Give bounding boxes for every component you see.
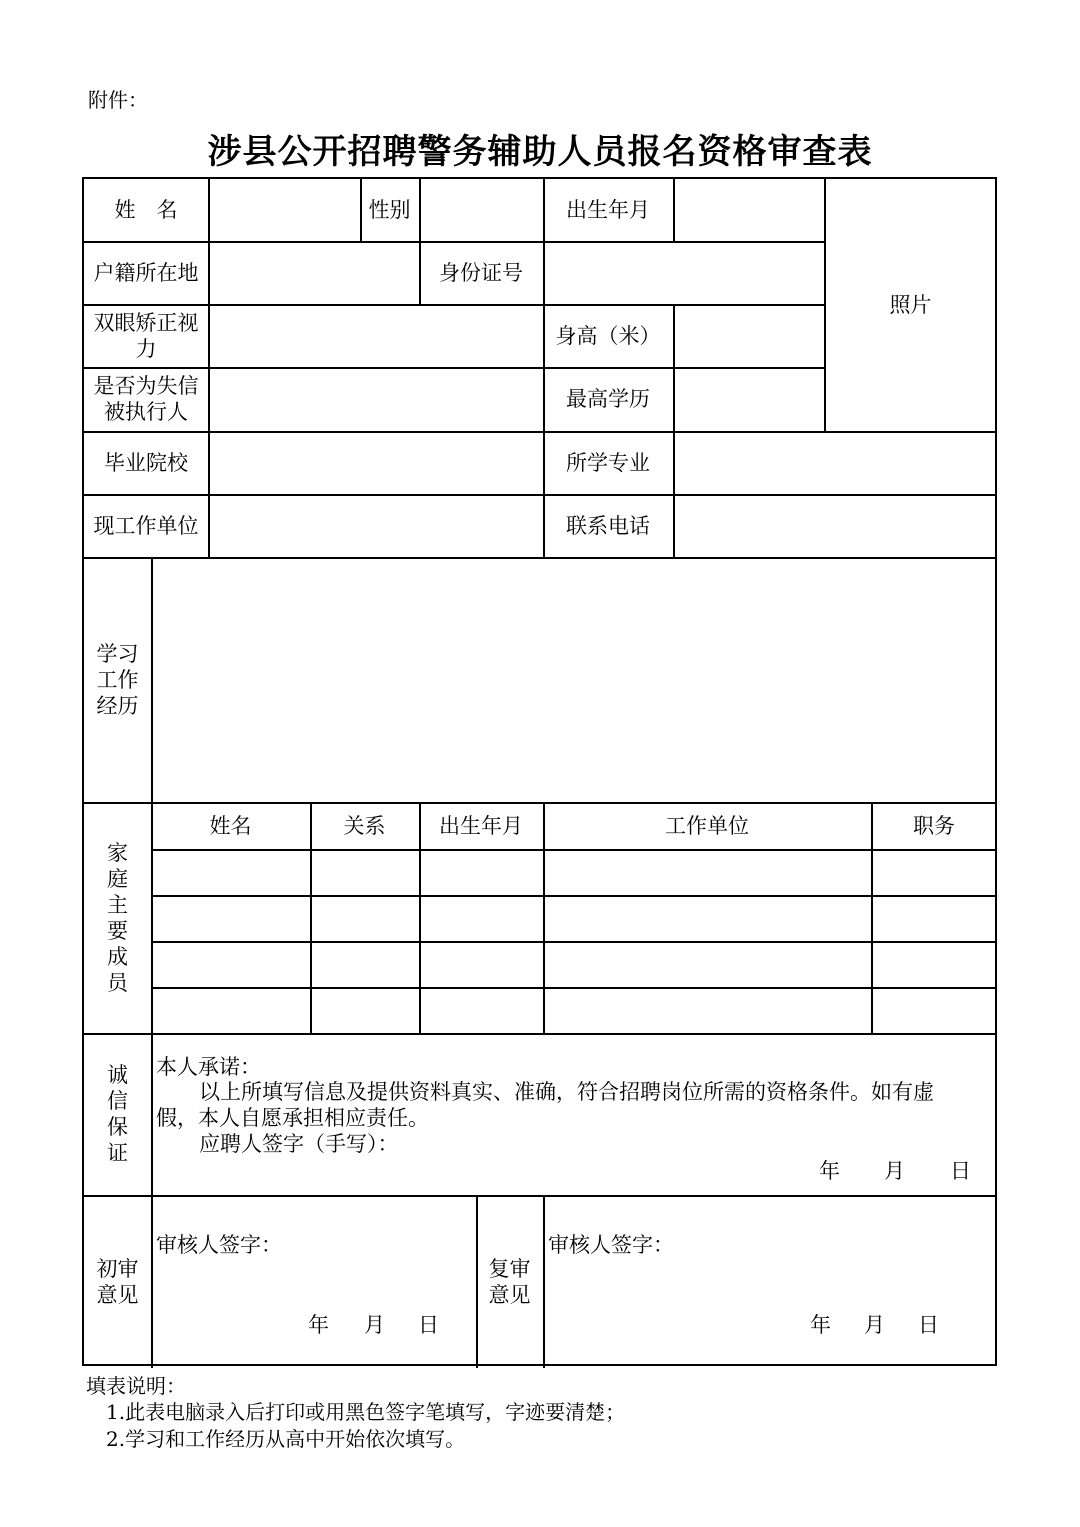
family-header-name: 姓名 [209,813,252,838]
family-row[interactable] [153,851,995,895]
name-field[interactable] [210,181,358,239]
pledge-heading: 本人承诺： [156,1055,261,1079]
pledge-date-year: 年 [819,1159,840,1183]
family-header-relation: 关系 [343,813,386,838]
first-reviewer-signature-label: 审核人签字： [156,1233,282,1257]
family-header-employer: 工作单位 [665,813,749,838]
birth-label: 出生年月 [566,198,650,222]
height-label: 身高（米） [555,323,661,348]
first-review-label: 初审 意见 [96,1256,139,1307]
experience-field[interactable] [153,559,995,800]
first-review-date-day: 日 [418,1313,439,1337]
employer-field[interactable] [210,496,541,555]
second-reviewer-signature-label: 审核人签字： [548,1233,674,1257]
id-field[interactable] [545,243,822,302]
first-review-date-month: 月 [364,1313,385,1337]
pledge-text-line1: 以上所填写信息及提供资料真实、准确，符合招聘岗位所需的资格条件。如有虚 [199,1080,934,1104]
height-field[interactable] [675,306,822,365]
pledge-date-day: 日 [950,1159,971,1183]
second-review-date-year: 年 [810,1313,831,1337]
first-reviewer-signature-field[interactable] [284,1229,469,1259]
family-label: 家 庭 主 要 成 员 [107,840,128,995]
birth-field[interactable] [675,181,822,239]
photo-box[interactable]: 照片 [889,293,932,317]
pledge-label: 诚 信 保 证 [107,1063,128,1165]
dishonest-field[interactable] [210,369,541,429]
instruction-item: 2.学习和工作经历从高中开始依次填写。 [106,1427,466,1451]
major-field[interactable] [675,433,995,492]
vision-label: 双眼矫正视力 [93,310,199,361]
applicant-signature-field[interactable] [414,1129,714,1159]
hukou-label: 户籍所在地 [93,260,199,285]
hukou-field[interactable] [210,243,417,302]
second-reviewer-signature-field[interactable] [676,1229,986,1259]
second-review-label: 复审 意见 [488,1256,531,1307]
second-review-date-day: 日 [918,1313,939,1337]
second-review-date-month: 月 [864,1313,885,1337]
form-table [82,177,997,1366]
family-row[interactable] [153,943,995,987]
gender-label: 性别 [368,198,411,222]
experience-label: 学习 工作 经历 [96,641,139,718]
major-label: 所学专业 [566,450,650,475]
pledge-text-line2: 假，本人自愿承担相应责任。 [156,1106,429,1130]
phone-label: 联系电话 [566,513,650,538]
gender-field[interactable] [421,181,541,239]
phone-field[interactable] [675,496,995,555]
family-row[interactable] [153,989,995,1033]
name-label: 姓 名 [114,198,178,222]
family-row[interactable] [153,897,995,941]
vision-field[interactable] [210,306,541,365]
attachment-label: 附件： [88,88,148,112]
school-field[interactable] [210,433,541,492]
family-header-position: 职务 [913,813,955,838]
instruction-item: 1.此表电脑录入后打印或用黑色签字笔填写，字迹要清楚； [106,1400,626,1424]
instructions-heading: 填表说明： [86,1374,186,1398]
page-title: 涉县公开招聘警务辅助人员报名资格审查表 [207,132,873,172]
education-label: 最高学历 [566,387,650,411]
school-label: 毕业院校 [104,450,188,475]
dishonest-label: 是否为失信被执行人 [93,374,199,424]
id-label: 身份证号 [439,260,523,285]
first-review-date-year: 年 [308,1313,329,1337]
employer-label: 现工作单位 [93,513,199,538]
applicant-signature-label: 应聘人签字（手写）： [199,1132,399,1156]
pledge-date-month: 月 [884,1159,905,1183]
education-field[interactable] [675,369,822,429]
family-header-birth: 出生年月 [439,813,523,838]
